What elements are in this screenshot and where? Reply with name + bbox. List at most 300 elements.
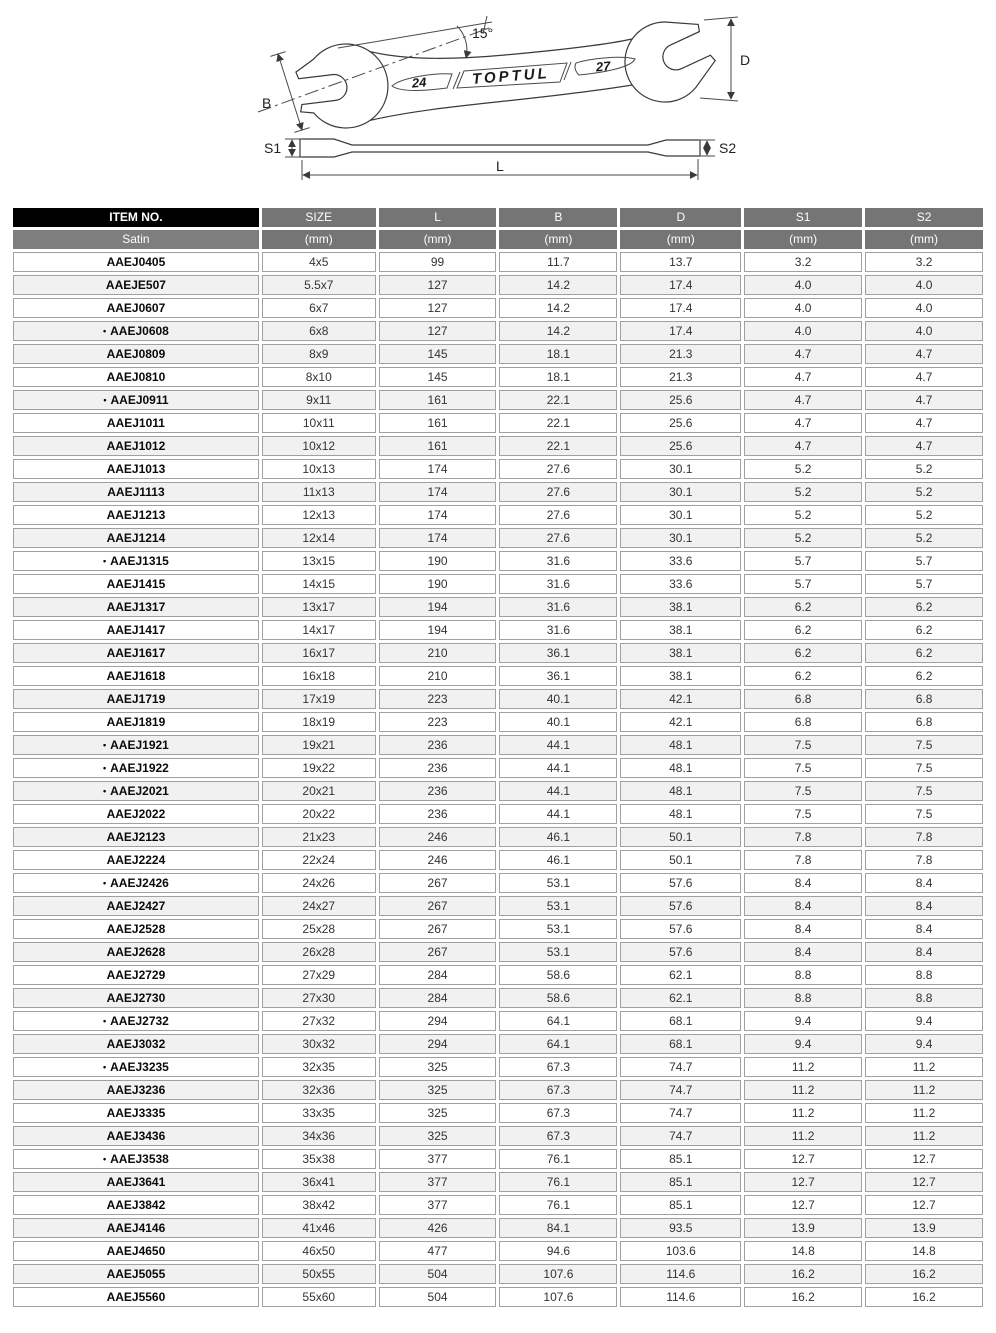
d-cell: 85.1 xyxy=(620,1172,741,1192)
size-cell: 12x13 xyxy=(262,505,376,525)
item-no-cell: AAEJ2628 xyxy=(13,942,259,962)
table-row xyxy=(13,896,983,916)
table-row xyxy=(13,1172,983,1192)
l-cell: 294 xyxy=(379,1034,497,1054)
d-cell: 74.7 xyxy=(620,1057,741,1077)
table-row xyxy=(13,620,983,640)
b-cell: 67.3 xyxy=(499,1080,617,1100)
left-size-stamp: 24 xyxy=(411,74,427,91)
item-no-cell: AAEJ0809 xyxy=(13,344,259,364)
b-cell: 53.1 xyxy=(499,919,617,939)
item-no-cell: AAEJ2528 xyxy=(13,919,259,939)
header-s1: S1 xyxy=(744,208,862,227)
d-cell: 33.6 xyxy=(620,551,741,571)
table-row xyxy=(13,482,983,502)
item-no-cell: AAEJ2427 xyxy=(13,896,259,916)
s2-cell: 4.0 xyxy=(865,321,983,341)
size-cell: 8x9 xyxy=(262,344,376,364)
s1-cell: 9.4 xyxy=(744,1034,862,1054)
b-cell: 27.6 xyxy=(499,528,617,548)
wrench-diagram xyxy=(240,6,760,196)
d-cell: 30.1 xyxy=(620,482,741,502)
b-cell: 76.1 xyxy=(499,1172,617,1192)
dim-s2-label: S2 xyxy=(719,140,737,156)
dim-b-line xyxy=(278,54,302,130)
s2-cell: 7.8 xyxy=(865,850,983,870)
s1-cell: 5.7 xyxy=(744,551,862,571)
new-item-bullet: • xyxy=(102,1154,107,1164)
header-row-units xyxy=(13,230,983,249)
s1-cell: 6.8 xyxy=(744,689,862,709)
d-cell: 25.6 xyxy=(620,390,741,410)
brand-panel-slash-left xyxy=(453,72,460,89)
new-item-bullet: • xyxy=(102,740,107,750)
table-row xyxy=(13,597,983,617)
s2-cell: 11.2 xyxy=(865,1080,983,1100)
item-no-cell: • AAEJ2021 xyxy=(13,781,259,801)
table-row xyxy=(13,551,983,571)
d-cell: 30.1 xyxy=(620,459,741,479)
item-no-cell: AAEJ0607 xyxy=(13,298,259,318)
s2-cell: 7.8 xyxy=(865,827,983,847)
table-row xyxy=(13,988,983,1008)
s1-cell: 11.2 xyxy=(744,1103,862,1123)
l-cell: 236 xyxy=(379,781,497,801)
s1-cell: 6.8 xyxy=(744,712,862,732)
d-cell: 74.7 xyxy=(620,1126,741,1146)
header-s1-unit: (mm) xyxy=(744,230,862,249)
item-no-cell: AAEJ3842 xyxy=(13,1195,259,1215)
size-cell: 19x21 xyxy=(262,735,376,755)
wrench-right-head-outline xyxy=(625,22,715,102)
item-no-cell: AAEJ1113 xyxy=(13,482,259,502)
item-no-cell: AAEJ0405 xyxy=(13,252,259,272)
s2-cell: 6.8 xyxy=(865,712,983,732)
header-b: B xyxy=(499,208,617,227)
b-cell: 27.6 xyxy=(499,459,617,479)
s1-cell: 12.7 xyxy=(744,1195,862,1215)
item-no-cell: • AAEJ3538 xyxy=(13,1149,259,1169)
table-row xyxy=(13,1080,983,1100)
size-cell: 32x35 xyxy=(262,1057,376,1077)
b-cell: 31.6 xyxy=(499,620,617,640)
size-cell: 50x55 xyxy=(262,1264,376,1284)
item-no-cell: AAEJ1719 xyxy=(13,689,259,709)
b-cell: 67.3 xyxy=(499,1126,617,1146)
b-cell: 27.6 xyxy=(499,482,617,502)
dim-s1-label: S1 xyxy=(264,140,282,156)
size-cell: 13x15 xyxy=(262,551,376,571)
size-cell: 35x38 xyxy=(262,1149,376,1169)
l-cell: 127 xyxy=(379,321,497,341)
s1-cell: 8.4 xyxy=(744,873,862,893)
s1-cell: 9.4 xyxy=(744,1011,862,1031)
b-cell: 67.3 xyxy=(499,1057,617,1077)
s2-cell: 3.2 xyxy=(865,252,983,272)
b-cell: 18.1 xyxy=(499,367,617,387)
l-cell: 325 xyxy=(379,1126,497,1146)
s1-cell: 7.8 xyxy=(744,850,862,870)
size-cell: 6x7 xyxy=(262,298,376,318)
s1-cell: 7.8 xyxy=(744,827,862,847)
b-cell: 22.1 xyxy=(499,436,617,456)
d-cell: 74.7 xyxy=(620,1080,741,1100)
b-cell: 94.6 xyxy=(499,1241,617,1261)
brand-panel-slash-right xyxy=(564,62,571,80)
item-no-cell: • AAEJ1921 xyxy=(13,735,259,755)
header-size: SIZE xyxy=(262,208,376,227)
b-cell: 53.1 xyxy=(499,896,617,916)
s2-cell: 7.5 xyxy=(865,804,983,824)
s2-cell: 6.2 xyxy=(865,620,983,640)
l-cell: 377 xyxy=(379,1195,497,1215)
item-no-cell: AAEJ1013 xyxy=(13,459,259,479)
s2-cell: 4.0 xyxy=(865,298,983,318)
item-no-cell: AAEJ1819 xyxy=(13,712,259,732)
l-cell: 325 xyxy=(379,1057,497,1077)
l-cell: 377 xyxy=(379,1172,497,1192)
item-no-cell: AAEJ3032 xyxy=(13,1034,259,1054)
b-cell: 76.1 xyxy=(499,1149,617,1169)
wrench-shaft-top-edge xyxy=(370,39,632,58)
table-row xyxy=(13,804,983,824)
new-item-bullet: • xyxy=(102,1016,107,1026)
size-cell: 19x22 xyxy=(262,758,376,778)
b-cell: 46.1 xyxy=(499,850,617,870)
item-no-cell: AAEJ1618 xyxy=(13,666,259,686)
s1-cell: 12.7 xyxy=(744,1149,862,1169)
angle-label: 15° xyxy=(472,25,494,41)
size-cell: 6x8 xyxy=(262,321,376,341)
l-cell: 174 xyxy=(379,482,497,502)
l-cell: 190 xyxy=(379,574,497,594)
size-cell: 14x15 xyxy=(262,574,376,594)
b-cell: 64.1 xyxy=(499,1034,617,1054)
s1-cell: 4.0 xyxy=(744,298,862,318)
table-row xyxy=(13,781,983,801)
item-no-cell: AAEJ1012 xyxy=(13,436,259,456)
item-no-cell: • AAEJ1315 xyxy=(13,551,259,571)
s1-cell: 6.2 xyxy=(744,597,862,617)
s2-cell: 5.2 xyxy=(865,459,983,479)
item-no-cell: AAEJE507 xyxy=(13,275,259,295)
table-row xyxy=(13,850,983,870)
s1-cell: 12.7 xyxy=(744,1172,862,1192)
d-cell: 57.6 xyxy=(620,942,741,962)
table-row xyxy=(13,919,983,939)
table-row xyxy=(13,965,983,985)
right-size-stamp: 27 xyxy=(595,58,611,75)
new-item-bullet: • xyxy=(102,786,107,796)
d-cell: 57.6 xyxy=(620,873,741,893)
s2-cell: 16.2 xyxy=(865,1264,983,1284)
l-cell: 377 xyxy=(379,1149,497,1169)
b-cell: 58.6 xyxy=(499,965,617,985)
d-cell: 68.1 xyxy=(620,1034,741,1054)
item-no-cell: • AAEJ3235 xyxy=(13,1057,259,1077)
size-cell: 20x21 xyxy=(262,781,376,801)
header-d-unit: (mm) xyxy=(620,230,741,249)
s2-cell: 9.4 xyxy=(865,1011,983,1031)
d-cell: 50.1 xyxy=(620,827,741,847)
size-cell: 27x32 xyxy=(262,1011,376,1031)
brand-stamp: TOPTUL xyxy=(471,64,551,88)
size-cell: 26x28 xyxy=(262,942,376,962)
d-cell: 103.6 xyxy=(620,1241,741,1261)
s2-cell: 12.7 xyxy=(865,1195,983,1215)
table-row xyxy=(13,344,983,364)
l-cell: 174 xyxy=(379,528,497,548)
table-row xyxy=(13,321,983,341)
item-no-cell: AAEJ2730 xyxy=(13,988,259,1008)
d-cell: 38.1 xyxy=(620,666,741,686)
item-no-cell: AAEJ1214 xyxy=(13,528,259,548)
d-cell: 114.6 xyxy=(620,1264,741,1284)
d-cell: 30.1 xyxy=(620,528,741,548)
table-row xyxy=(13,1149,983,1169)
d-cell: 62.1 xyxy=(620,988,741,1008)
size-cell: 46x50 xyxy=(262,1241,376,1261)
l-cell: 246 xyxy=(379,850,497,870)
size-cell: 16x18 xyxy=(262,666,376,686)
s2-cell: 4.7 xyxy=(865,367,983,387)
item-no-cell: AAEJ3641 xyxy=(13,1172,259,1192)
b-cell: 14.2 xyxy=(499,321,617,341)
size-cell: 10x11 xyxy=(262,413,376,433)
d-cell: 17.4 xyxy=(620,298,741,318)
item-no-cell: AAEJ0810 xyxy=(13,367,259,387)
s2-cell: 11.2 xyxy=(865,1126,983,1146)
s2-cell: 6.2 xyxy=(865,597,983,617)
size-cell: 20x22 xyxy=(262,804,376,824)
table-row xyxy=(13,666,983,686)
b-cell: 14.2 xyxy=(499,298,617,318)
size-cell: 4x5 xyxy=(262,252,376,272)
d-cell: 38.1 xyxy=(620,643,741,663)
size-cell: 10x12 xyxy=(262,436,376,456)
size-cell: 17x19 xyxy=(262,689,376,709)
s1-cell: 4.7 xyxy=(744,390,862,410)
s2-cell: 12.7 xyxy=(865,1149,983,1169)
wrench-side-view-outline xyxy=(300,139,700,157)
l-cell: 236 xyxy=(379,758,497,778)
table-row xyxy=(13,689,983,709)
table-row xyxy=(13,1011,983,1031)
l-cell: 194 xyxy=(379,597,497,617)
size-cell: 22x24 xyxy=(262,850,376,870)
table-row xyxy=(13,436,983,456)
b-cell: 14.2 xyxy=(499,275,617,295)
spec-table-body xyxy=(13,252,983,1307)
d-cell: 17.4 xyxy=(620,275,741,295)
l-cell: 194 xyxy=(379,620,497,640)
b-cell: 22.1 xyxy=(499,390,617,410)
b-cell: 53.1 xyxy=(499,873,617,893)
s1-cell: 16.2 xyxy=(744,1287,862,1307)
d-cell: 48.1 xyxy=(620,735,741,755)
size-cell: 38x42 xyxy=(262,1195,376,1215)
item-no-cell: AAEJ4650 xyxy=(13,1241,259,1261)
s1-cell: 11.2 xyxy=(744,1126,862,1146)
dim-l-label: L xyxy=(496,158,504,174)
size-cell: 55x60 xyxy=(262,1287,376,1307)
s1-cell: 5.2 xyxy=(744,459,862,479)
size-cell: 30x32 xyxy=(262,1034,376,1054)
s1-cell: 8.4 xyxy=(744,919,862,939)
l-cell: 127 xyxy=(379,275,497,295)
spec-table xyxy=(10,205,986,1310)
l-cell: 477 xyxy=(379,1241,497,1261)
table-row xyxy=(13,1195,983,1215)
b-cell: 36.1 xyxy=(499,666,617,686)
s2-cell: 7.5 xyxy=(865,758,983,778)
table-row xyxy=(13,827,983,847)
s2-cell: 8.4 xyxy=(865,919,983,939)
b-cell: 46.1 xyxy=(499,827,617,847)
d-cell: 38.1 xyxy=(620,620,741,640)
spec-table-header xyxy=(13,208,983,249)
s1-cell: 16.2 xyxy=(744,1264,862,1284)
table-row xyxy=(13,1057,983,1077)
item-no-cell: AAEJ1213 xyxy=(13,505,259,525)
s1-cell: 7.5 xyxy=(744,758,862,778)
s2-cell: 5.2 xyxy=(865,482,983,502)
s2-cell: 6.2 xyxy=(865,643,983,663)
l-cell: 284 xyxy=(379,988,497,1008)
table-row xyxy=(13,459,983,479)
size-cell: 32x36 xyxy=(262,1080,376,1100)
d-cell: 114.6 xyxy=(620,1287,741,1307)
item-no-cell: AAEJ1415 xyxy=(13,574,259,594)
table-row xyxy=(13,298,983,318)
size-cell: 41x46 xyxy=(262,1218,376,1238)
b-cell: 36.1 xyxy=(499,643,617,663)
new-item-bullet: • xyxy=(102,556,107,566)
size-cell: 24x26 xyxy=(262,873,376,893)
s2-cell: 8.8 xyxy=(865,988,983,1008)
d-cell: 57.6 xyxy=(620,896,741,916)
d-cell: 85.1 xyxy=(620,1195,741,1215)
size-cell: 21x23 xyxy=(262,827,376,847)
l-cell: 210 xyxy=(379,666,497,686)
b-cell: 44.1 xyxy=(499,735,617,755)
d-cell: 21.3 xyxy=(620,344,741,364)
s2-cell: 8.8 xyxy=(865,965,983,985)
d-cell: 17.4 xyxy=(620,321,741,341)
l-cell: 210 xyxy=(379,643,497,663)
s1-cell: 8.4 xyxy=(744,896,862,916)
size-cell: 33x35 xyxy=(262,1103,376,1123)
b-cell: 18.1 xyxy=(499,344,617,364)
l-cell: 236 xyxy=(379,735,497,755)
s1-cell: 11.2 xyxy=(744,1080,862,1100)
table-row xyxy=(13,758,983,778)
s2-cell: 7.5 xyxy=(865,735,983,755)
l-cell: 267 xyxy=(379,896,497,916)
s1-cell: 6.2 xyxy=(744,666,862,686)
d-cell: 48.1 xyxy=(620,758,741,778)
size-cell: 9x11 xyxy=(262,390,376,410)
s2-cell: 11.2 xyxy=(865,1103,983,1123)
b-cell: 58.6 xyxy=(499,988,617,1008)
size-cell: 10x13 xyxy=(262,459,376,479)
d-cell: 85.1 xyxy=(620,1149,741,1169)
s2-cell: 4.7 xyxy=(865,413,983,433)
b-cell: 31.6 xyxy=(499,551,617,571)
l-cell: 325 xyxy=(379,1080,497,1100)
table-row xyxy=(13,1103,983,1123)
s1-cell: 8.4 xyxy=(744,942,862,962)
s2-cell: 5.2 xyxy=(865,528,983,548)
s2-cell: 8.4 xyxy=(865,896,983,916)
table-row xyxy=(13,275,983,295)
b-cell: 44.1 xyxy=(499,781,617,801)
b-cell: 84.1 xyxy=(499,1218,617,1238)
s2-cell: 11.2 xyxy=(865,1057,983,1077)
item-no-cell: AAEJ1417 xyxy=(13,620,259,640)
d-cell: 62.1 xyxy=(620,965,741,985)
l-cell: 294 xyxy=(379,1011,497,1031)
l-cell: 246 xyxy=(379,827,497,847)
dim-b-label: B xyxy=(262,95,272,111)
header-size-unit: (mm) xyxy=(262,230,376,249)
d-cell: 48.1 xyxy=(620,804,741,824)
s2-cell: 4.7 xyxy=(865,390,983,410)
item-no-cell: AAEJ5560 xyxy=(13,1287,259,1307)
item-no-cell: AAEJ3236 xyxy=(13,1080,259,1100)
d-cell: 57.6 xyxy=(620,919,741,939)
s1-cell: 6.2 xyxy=(744,643,862,663)
s2-cell: 16.2 xyxy=(865,1287,983,1307)
s2-cell: 4.7 xyxy=(865,436,983,456)
d-cell: 33.6 xyxy=(620,574,741,594)
new-item-bullet: • xyxy=(102,763,107,773)
b-cell: 44.1 xyxy=(499,804,617,824)
s2-cell: 5.2 xyxy=(865,505,983,525)
table-row xyxy=(13,712,983,732)
s1-cell: 6.2 xyxy=(744,620,862,640)
table-row xyxy=(13,643,983,663)
table-row xyxy=(13,413,983,433)
d-cell: 50.1 xyxy=(620,850,741,870)
l-cell: 145 xyxy=(379,344,497,364)
s1-cell: 4.7 xyxy=(744,367,862,387)
new-item-bullet: • xyxy=(102,878,107,888)
table-row xyxy=(13,1287,983,1307)
d-cell: 42.1 xyxy=(620,689,741,709)
b-cell: 53.1 xyxy=(499,942,617,962)
item-no-cell: AAEJ1011 xyxy=(13,413,259,433)
table-row xyxy=(13,1241,983,1261)
s1-cell: 4.7 xyxy=(744,436,862,456)
d-cell: 21.3 xyxy=(620,367,741,387)
item-no-cell: AAEJ3436 xyxy=(13,1126,259,1146)
b-cell: 40.1 xyxy=(499,712,617,732)
d-cell: 42.1 xyxy=(620,712,741,732)
item-no-cell: AAEJ2224 xyxy=(13,850,259,870)
size-cell: 18x19 xyxy=(262,712,376,732)
item-no-cell: AAEJ4146 xyxy=(13,1218,259,1238)
b-cell: 31.6 xyxy=(499,597,617,617)
header-d: D xyxy=(620,208,741,227)
b-cell: 67.3 xyxy=(499,1103,617,1123)
b-cell: 40.1 xyxy=(499,689,617,709)
s1-cell: 7.5 xyxy=(744,804,862,824)
d-cell: 74.7 xyxy=(620,1103,741,1123)
table-row xyxy=(13,390,983,410)
size-cell: 8x10 xyxy=(262,367,376,387)
size-cell: 25x28 xyxy=(262,919,376,939)
